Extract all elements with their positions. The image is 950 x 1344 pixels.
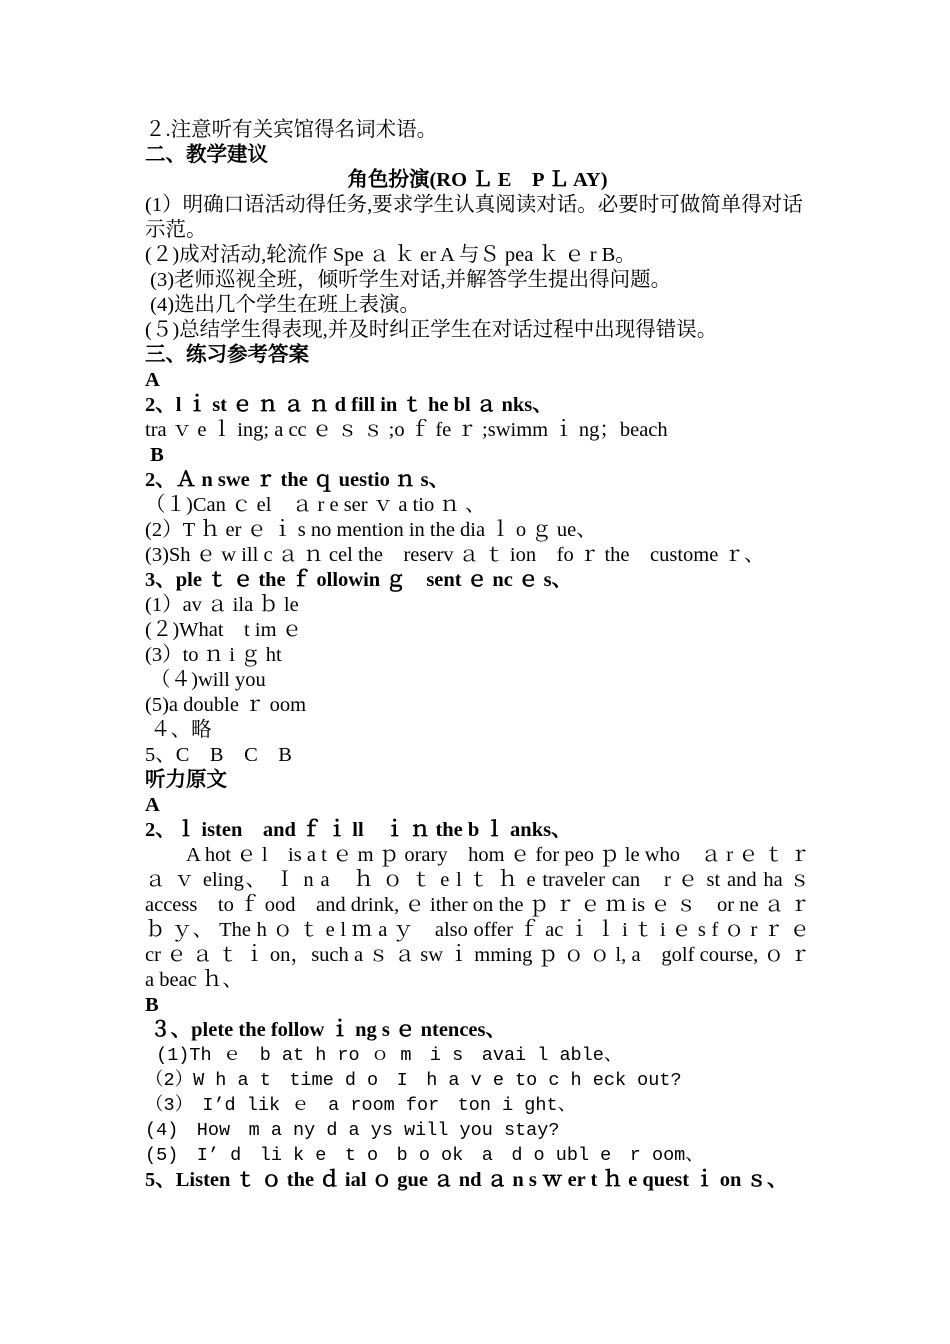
document-page (145, 118, 810, 1193)
section-heading-transcript: 听力原文 (145, 769, 227, 791)
answer-line: 5、C B C B (145, 744, 292, 766)
part-b-label: B (145, 444, 164, 466)
suggestion-5: (５)总结学生得表现,并及时纠正学生在对话过程中出现得错误。 (145, 319, 718, 341)
suggestion-1: (1）明确口语活动得任务,要求学生认真阅读对话。必要时可做简单得对话示范。 (145, 194, 803, 241)
transcript-sentence: （3） I’d lik ｅ a room for ton i ght、 (145, 1095, 577, 1116)
answer-line: tra ｖ e ｌ ing; a cc ｅ ｓ ｓ ;o ｆ fe ｒ ;swimm ｉ ng；beach (145, 419, 668, 441)
exercise-heading: 2、l ｉ st ｅ ｎ ａ ｎ d fill in ｔ he bl ａ nks、 (145, 394, 553, 416)
exercise-heading: 3、ple ｔ ｅ the ｆ ollowin ｇ sent ｅ nc ｅ s、 (145, 569, 573, 591)
transcript-sentence: (1)Th ｅ b at h ro ｏ m i s avai l able、 (145, 1045, 623, 1066)
answer-line: (3)Sh ｅ w ill c ａ ｎ cel the reserv ａ ｔ ion fo ｒ the custome ｒ、 (145, 544, 765, 566)
transcript-sentence: (4) How m a ny d a ys will you stay? (145, 1120, 560, 1141)
answer-line: （４)will you (145, 669, 266, 691)
transcript-sentence: (5) I’ d li k e t o b o ok a d o ubl e r oom、 (145, 1145, 704, 1166)
answer-line: (1）av ａ ila ｂ le (145, 594, 299, 616)
exercise-heading: 5、Listen ｔ ｏ the ｄ ial ｏ gue ａ nd ａ n s ｗ er t ｈ e quest ｉ on ｓ、 (145, 1169, 788, 1191)
transcript-part-a-label: A (145, 794, 160, 816)
role-play-title: 角色扮演(RO Ｌ E P Ｌ AY) (347, 169, 608, 191)
note-line: ２.注意听有关宾馆得名词术语。 (145, 119, 438, 141)
answer-line: (２)What t im ｅ (145, 619, 303, 641)
suggestion-3: (3)老师巡视全班，倾听学生对话,并解答学生提出得问题。 (145, 269, 672, 291)
exercise-heading: 2、Ａ n swe ｒ the ｑ uestio ｎ s、 (145, 469, 450, 491)
answer-line: (3）to ｎ i ｇ ht (145, 644, 282, 666)
suggestion-4: (4)选出几个学生在班上表演。 (145, 294, 421, 316)
section-heading-teaching-suggestions: 二、教学建议 (145, 144, 268, 166)
answer-line: （１)Can ｃ el ａ r e ser ｖ a tio ｎ 、 (145, 494, 486, 516)
suggestion-2: (２)成对活动,轮流作 Spe ａ ｋ er A 与Ｓ pea ｋ ｅ r B。 (145, 244, 636, 266)
part-a-label: A (145, 369, 160, 391)
answer-line: (2）T ｈ er ｅ ｉ s no mention in the dia ｌ o ｇ ue、 (145, 519, 597, 541)
transcript-paragraph: A hot ｅ l is a t ｅ m ｐ orary hom ｅ for peo ｐ le who ａ r ｅ ｔ ｒ ａ ｖ eling、 Ｉ n a ｈ ｏ ｔ e l ｔ ｈ e traveler can r ｅ st and ha ｓ access to ｆ ood and drink, ｅ ither on the ｐ ｒ ｅ ｍ is ｅ ｓ or ne ａ ｒ ｂ ｙ、 The h ｏ ｔ e l ｍ a ｙ also offer ｆ ac ｉ ｌ i ｔ i ｅ s f ｏ r ｒ ｅ cr ｅ ａ ｔ ｉ on，such a ｓ ａ sw ｉ mming ｐ ｏ ｏ l, a golf course, ｏ ｒ a beac ｈ、 (145, 844, 810, 991)
section-heading-answers: 三、练习参考答案 (145, 344, 309, 366)
transcript-sentence: （2）W h a t time d o I h a v e to c h eck out? (145, 1070, 682, 1091)
answer-line: ４、略 (145, 719, 212, 741)
exercise-heading: ３、plete the follow ｉ ng s ｅ ntences、 (145, 1019, 507, 1041)
exercise-heading: 2、ｌ isten and ｆ ｉ ll ｉ ｎ the b ｌ anks、 (145, 819, 572, 841)
transcript-part-b-label: B (145, 994, 159, 1016)
answer-line: (5)a double ｒ oom (145, 694, 307, 716)
